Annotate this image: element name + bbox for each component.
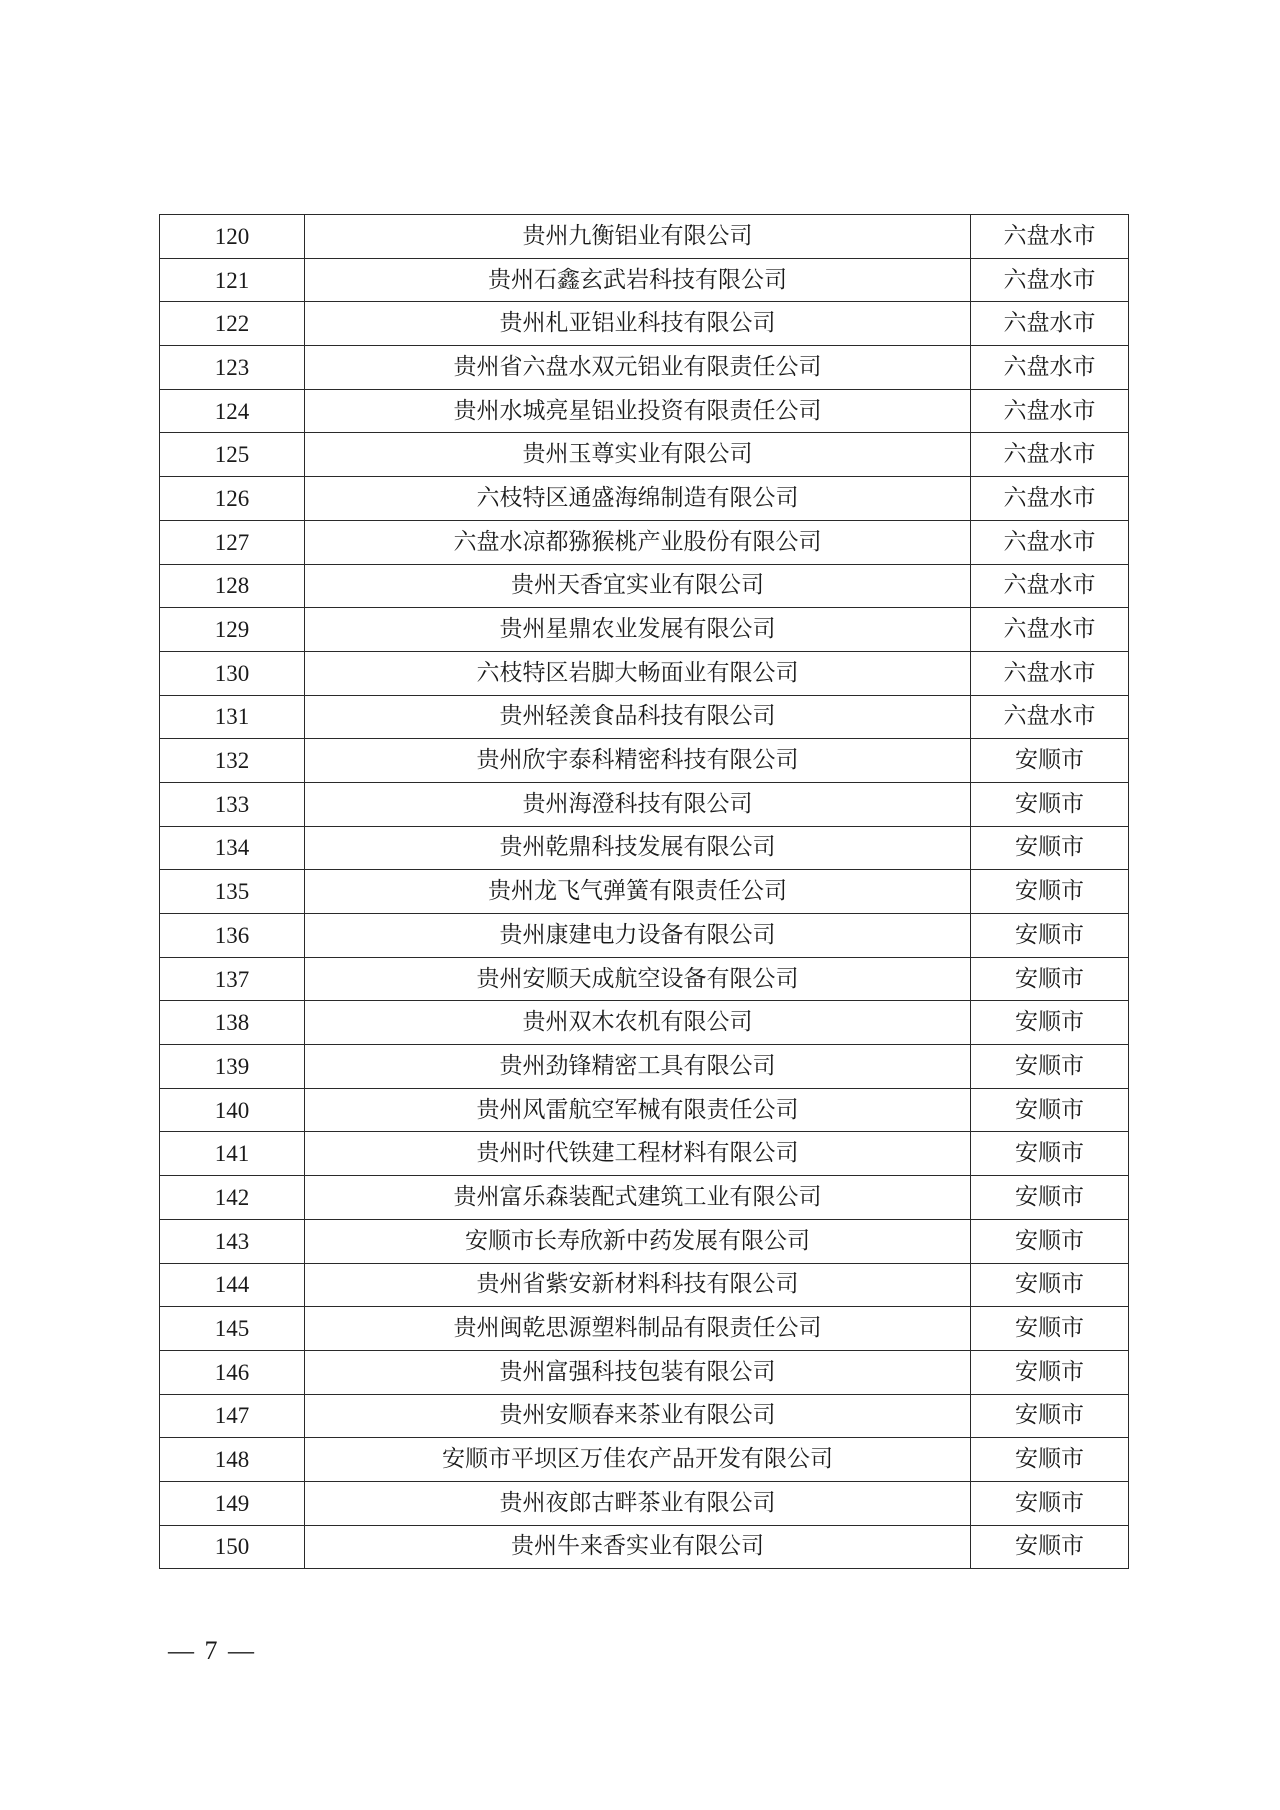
- row-number-cell: 150: [160, 1525, 305, 1569]
- city-cell: 安顺市: [971, 826, 1129, 870]
- row-number-cell: 145: [160, 1307, 305, 1351]
- table-row: [160, 1394, 1129, 1438]
- company-name-cell: 贵州双木农机有限公司: [305, 1001, 971, 1045]
- city-cell: 安顺市: [971, 957, 1129, 1001]
- table-row: [160, 433, 1129, 477]
- row-number-cell: 130: [160, 651, 305, 695]
- table-row: [160, 1350, 1129, 1394]
- city-cell: 六盘水市: [971, 258, 1129, 302]
- table-row: [160, 389, 1129, 433]
- company-name-cell: 贵州轻羡食品科技有限公司: [305, 695, 971, 739]
- company-name-cell: 贵州欣宇泰科精密科技有限公司: [305, 739, 971, 783]
- company-table-body: [160, 215, 1129, 1569]
- company-name-cell: 安顺市平坝区万佳农产品开发有限公司: [305, 1438, 971, 1482]
- city-cell: 六盘水市: [971, 651, 1129, 695]
- company-name-cell: 贵州海澄科技有限公司: [305, 782, 971, 826]
- row-number-cell: 148: [160, 1438, 305, 1482]
- company-name-cell: 贵州康建电力设备有限公司: [305, 914, 971, 958]
- company-name-cell: 贵州安顺天成航空设备有限公司: [305, 957, 971, 1001]
- company-name-cell: 贵州闽乾思源塑料制品有限责任公司: [305, 1307, 971, 1351]
- company-name-cell: 贵州乾鼎科技发展有限公司: [305, 826, 971, 870]
- row-number-cell: 127: [160, 520, 305, 564]
- company-table: [159, 214, 1129, 1569]
- city-cell: 安顺市: [971, 914, 1129, 958]
- row-number-cell: 132: [160, 739, 305, 783]
- row-number-cell: 133: [160, 782, 305, 826]
- city-cell: 安顺市: [971, 1176, 1129, 1220]
- row-number-cell: 146: [160, 1350, 305, 1394]
- page-number: — 7 —: [168, 1636, 256, 1665]
- company-name-cell: 六盘水凉都猕猴桃产业股份有限公司: [305, 520, 971, 564]
- row-number-cell: 122: [160, 302, 305, 346]
- row-number-cell: 142: [160, 1176, 305, 1220]
- company-name-cell: 六枝特区岩脚大畅面业有限公司: [305, 651, 971, 695]
- company-name-cell: 贵州安顺春来茶业有限公司: [305, 1394, 971, 1438]
- city-cell: 安顺市: [971, 1307, 1129, 1351]
- table-row: [160, 258, 1129, 302]
- city-cell: 六盘水市: [971, 215, 1129, 259]
- city-cell: 安顺市: [971, 1350, 1129, 1394]
- city-cell: 六盘水市: [971, 695, 1129, 739]
- company-name-cell: 贵州牛来香实业有限公司: [305, 1525, 971, 1569]
- city-cell: 六盘水市: [971, 564, 1129, 608]
- table-row: [160, 1088, 1129, 1132]
- table-row: [160, 1525, 1129, 1569]
- company-name-cell: 贵州玉尊实业有限公司: [305, 433, 971, 477]
- company-name-cell: 贵州风雷航空军械有限责任公司: [305, 1088, 971, 1132]
- city-cell: 安顺市: [971, 782, 1129, 826]
- table-row: [160, 1001, 1129, 1045]
- table-row: [160, 1176, 1129, 1220]
- company-name-cell: 贵州天香宜实业有限公司: [305, 564, 971, 608]
- city-cell: 六盘水市: [971, 302, 1129, 346]
- row-number-cell: 144: [160, 1263, 305, 1307]
- city-cell: 安顺市: [971, 1132, 1129, 1176]
- table-row: [160, 1481, 1129, 1525]
- table-row: [160, 914, 1129, 958]
- city-cell: 六盘水市: [971, 389, 1129, 433]
- company-name-cell: 贵州九衡铝业有限公司: [305, 215, 971, 259]
- table-row: [160, 1307, 1129, 1351]
- company-name-cell: 贵州省六盘水双元铝业有限责任公司: [305, 346, 971, 390]
- table-row: [160, 870, 1129, 914]
- city-cell: 六盘水市: [971, 433, 1129, 477]
- company-name-cell: 贵州龙飞气弹簧有限责任公司: [305, 870, 971, 914]
- row-number-cell: 125: [160, 433, 305, 477]
- company-name-cell: 贵州星鼎农业发展有限公司: [305, 608, 971, 652]
- table-row: [160, 651, 1129, 695]
- table-row: [160, 302, 1129, 346]
- city-cell: 六盘水市: [971, 477, 1129, 521]
- city-cell: 安顺市: [971, 1088, 1129, 1132]
- table-row: [160, 1263, 1129, 1307]
- row-number-cell: 141: [160, 1132, 305, 1176]
- company-name-cell: 贵州劲锋精密工具有限公司: [305, 1045, 971, 1089]
- row-number-cell: 143: [160, 1219, 305, 1263]
- row-number-cell: 124: [160, 389, 305, 433]
- row-number-cell: 139: [160, 1045, 305, 1089]
- table-row: [160, 1219, 1129, 1263]
- table-row: [160, 1438, 1129, 1482]
- table-row: [160, 782, 1129, 826]
- company-name-cell: 贵州札亚铝业科技有限公司: [305, 302, 971, 346]
- company-name-cell: 贵州省紫安新材料科技有限公司: [305, 1263, 971, 1307]
- company-name-cell: 贵州时代铁建工程材料有限公司: [305, 1132, 971, 1176]
- company-name-cell: 贵州富强科技包装有限公司: [305, 1350, 971, 1394]
- city-cell: 安顺市: [971, 1394, 1129, 1438]
- city-cell: 六盘水市: [971, 346, 1129, 390]
- city-cell: 安顺市: [971, 1001, 1129, 1045]
- row-number-cell: 147: [160, 1394, 305, 1438]
- row-number-cell: 134: [160, 826, 305, 870]
- row-number-cell: 121: [160, 258, 305, 302]
- row-number-cell: 140: [160, 1088, 305, 1132]
- row-number-cell: 129: [160, 608, 305, 652]
- city-cell: 安顺市: [971, 1219, 1129, 1263]
- company-name-cell: 贵州夜郎古畔茶业有限公司: [305, 1481, 971, 1525]
- table-row: [160, 826, 1129, 870]
- row-number-cell: 131: [160, 695, 305, 739]
- table-row: [160, 346, 1129, 390]
- table-row: [160, 215, 1129, 259]
- table-row: [160, 520, 1129, 564]
- table-row: [160, 1045, 1129, 1089]
- city-cell: 安顺市: [971, 1045, 1129, 1089]
- city-cell: 安顺市: [971, 1263, 1129, 1307]
- row-number-cell: 138: [160, 1001, 305, 1045]
- company-name-cell: 贵州石鑫玄武岩科技有限公司: [305, 258, 971, 302]
- row-number-cell: 149: [160, 1481, 305, 1525]
- row-number-cell: 137: [160, 957, 305, 1001]
- city-cell: 安顺市: [971, 1438, 1129, 1482]
- row-number-cell: 120: [160, 215, 305, 259]
- company-name-cell: 安顺市长寿欣新中药发展有限公司: [305, 1219, 971, 1263]
- city-cell: 安顺市: [971, 1481, 1129, 1525]
- table-row: [160, 564, 1129, 608]
- city-cell: 安顺市: [971, 739, 1129, 783]
- company-name-cell: 贵州富乐森装配式建筑工业有限公司: [305, 1176, 971, 1220]
- city-cell: 安顺市: [971, 1525, 1129, 1569]
- row-number-cell: 123: [160, 346, 305, 390]
- row-number-cell: 135: [160, 870, 305, 914]
- table-row: [160, 739, 1129, 783]
- company-name-cell: 六枝特区通盛海绵制造有限公司: [305, 477, 971, 521]
- table-row: [160, 957, 1129, 1001]
- city-cell: 安顺市: [971, 870, 1129, 914]
- city-cell: 六盘水市: [971, 608, 1129, 652]
- city-cell: 六盘水市: [971, 520, 1129, 564]
- table-row: [160, 695, 1129, 739]
- company-name-cell: 贵州水城亮星铝业投资有限责任公司: [305, 389, 971, 433]
- table-row: [160, 608, 1129, 652]
- table-row: [160, 477, 1129, 521]
- table-row: [160, 1132, 1129, 1176]
- row-number-cell: 128: [160, 564, 305, 608]
- row-number-cell: 136: [160, 914, 305, 958]
- row-number-cell: 126: [160, 477, 305, 521]
